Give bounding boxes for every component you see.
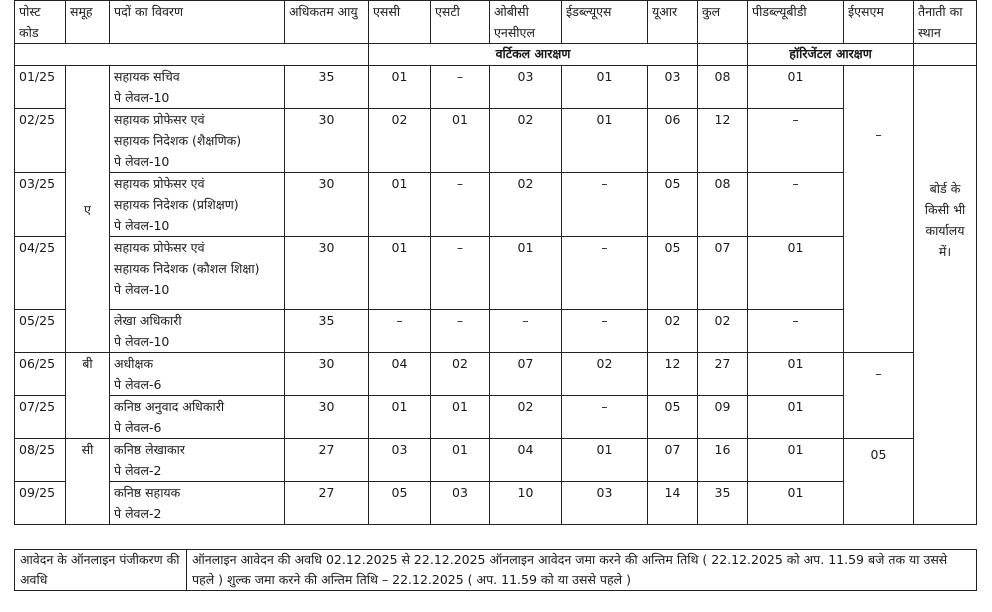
ews-cell: – xyxy=(562,310,648,353)
header-ews: ईडब्ल्यूएस xyxy=(562,1,648,44)
header-post-desc: पदों का विवरण xyxy=(110,1,285,44)
table-row xyxy=(15,439,977,482)
post-desc-cell xyxy=(110,109,285,173)
sc-cell: 03 xyxy=(369,439,431,482)
post-desc-line: कनिष्ठ अनुवाद अधिकारी xyxy=(114,399,225,414)
post-desc-line: सहायक निदेशक (शैक्षणिक) xyxy=(114,133,242,148)
ur-cell: 02 xyxy=(648,310,698,353)
st-cell: 02 xyxy=(431,353,490,396)
post-desc-line: पे लेवल-10 xyxy=(114,154,170,169)
ur-cell: 05 xyxy=(648,173,698,237)
obc-cell: 07 xyxy=(490,353,562,396)
post-desc-line: सहायक प्रोफेसर एवं xyxy=(114,176,205,191)
age-cell: 27 xyxy=(285,439,369,482)
header-esm: ईएसएम xyxy=(844,1,914,44)
table-row xyxy=(15,237,977,310)
esm-cell: – xyxy=(844,353,914,439)
group-cell: बी xyxy=(66,353,110,439)
age-cell: 35 xyxy=(285,66,369,109)
post-desc-line: सहायक निदेशक (प्रशिक्षण) xyxy=(114,197,239,212)
header-total: कुल xyxy=(698,1,748,44)
age-cell: 30 xyxy=(285,237,369,310)
age-cell: 30 xyxy=(285,109,369,173)
pwbd-cell: 01 xyxy=(748,237,844,310)
post-desc-cell xyxy=(110,439,285,482)
post-desc-cell xyxy=(110,482,285,525)
header-st: एसटी xyxy=(431,1,490,44)
age-cell: 35 xyxy=(285,310,369,353)
posting-place-cell: बोर्ड के किसी भी कार्यालय में। xyxy=(914,66,977,525)
header-sc: एससी xyxy=(369,1,431,44)
post-desc-line: पे लेवल-10 xyxy=(114,218,170,233)
post-desc-line: सहायक सचिव xyxy=(114,69,180,84)
footer-table xyxy=(14,549,977,591)
post-desc-cell xyxy=(110,237,285,310)
age-cell: 27 xyxy=(285,482,369,525)
ews-cell: – xyxy=(562,173,648,237)
vacancy-rows xyxy=(15,66,977,525)
table-row xyxy=(15,396,977,439)
ews-cell: 01 xyxy=(562,439,648,482)
ur-cell: 06 xyxy=(648,109,698,173)
pwbd-cell: – xyxy=(748,109,844,173)
vertical-reservation-label: वर्टिकल आरक्षण xyxy=(369,44,698,66)
total-cell: 12 xyxy=(698,109,748,173)
post-desc-line: सहायक निदेशक (कौशल शिक्षा) xyxy=(114,261,260,276)
group-cell: सी xyxy=(66,439,110,525)
vacancy-table-container xyxy=(14,0,976,525)
post-desc-line: पे लेवल-10 xyxy=(114,282,170,297)
ews-cell: – xyxy=(562,237,648,310)
obc-cell: – xyxy=(490,310,562,353)
ews-cell: – xyxy=(562,396,648,439)
obc-cell: 03 xyxy=(490,66,562,109)
post-desc-line: पे लेवल-2 xyxy=(114,463,162,478)
post-desc-line: पे लेवल-6 xyxy=(114,420,162,435)
total-cell: 07 xyxy=(698,237,748,310)
total-cell: 09 xyxy=(698,396,748,439)
sc-cell: 01 xyxy=(369,237,431,310)
header-group: समूह xyxy=(66,1,110,44)
post-desc-line: पे लेवल-2 xyxy=(114,506,162,521)
ur-cell: 05 xyxy=(648,396,698,439)
post-code-cell: 05/25 xyxy=(15,310,66,353)
horizontal-reservation-label: हॉरिजेंटल आरक्षण xyxy=(748,44,914,66)
ur-cell: 12 xyxy=(648,353,698,396)
st-cell: 01 xyxy=(431,439,490,482)
age-cell: 30 xyxy=(285,173,369,237)
obc-cell: 04 xyxy=(490,439,562,482)
post-desc-line: पे लेवल-6 xyxy=(114,377,162,392)
ur-cell: 05 xyxy=(648,237,698,310)
total-cell: 08 xyxy=(698,66,748,109)
pwbd-cell: 01 xyxy=(748,482,844,525)
sc-cell: – xyxy=(369,310,431,353)
ews-cell: 01 xyxy=(562,109,648,173)
obc-cell: 10 xyxy=(490,482,562,525)
pwbd-cell: – xyxy=(748,173,844,237)
table-row xyxy=(15,353,977,396)
post-code-cell: 06/25 xyxy=(15,353,66,396)
header-row xyxy=(15,1,977,44)
footer-label: आवेदन के ऑनलाइन पंजीकरण की अवधि xyxy=(15,550,187,591)
post-desc-cell xyxy=(110,310,285,353)
post-desc-line: अधीक्षक xyxy=(114,356,154,371)
post-code-cell: 02/25 xyxy=(15,109,66,173)
sc-cell: 04 xyxy=(369,353,431,396)
pwbd-cell: – xyxy=(748,310,844,353)
group-cell: ए xyxy=(66,66,110,353)
total-cell: 27 xyxy=(698,353,748,396)
post-desc-cell xyxy=(110,173,285,237)
pwbd-cell: 01 xyxy=(748,66,844,109)
post-code-cell: 01/25 xyxy=(15,66,66,109)
post-desc-cell xyxy=(110,66,285,109)
obc-cell: 02 xyxy=(490,396,562,439)
st-cell: – xyxy=(431,310,490,353)
sc-cell: 05 xyxy=(369,482,431,525)
st-cell: – xyxy=(431,173,490,237)
post-code-cell: 08/25 xyxy=(15,439,66,482)
ews-cell: 02 xyxy=(562,353,648,396)
table-row xyxy=(15,109,977,173)
header-pwbd: पीडब्ल्यूबीडी xyxy=(748,1,844,44)
post-code-cell: 04/25 xyxy=(15,237,66,310)
ews-cell: 01 xyxy=(562,66,648,109)
ur-cell: 07 xyxy=(648,439,698,482)
reservation-row xyxy=(15,44,977,66)
post-code-cell: 09/25 xyxy=(15,482,66,525)
obc-cell: 02 xyxy=(490,109,562,173)
table-row xyxy=(15,310,977,353)
sc-cell: 01 xyxy=(369,396,431,439)
footer-text: ऑनलाइन आवेदन की अवधि 02.12.2025 से 22.12.2025 ऑनलाइन आवेदन जमा करने की अन्तिम तिथि ( 22.12.2025 को अप. 11.59 बजे तक या उससे पहले ) शुल्क जमा करने की अन्तिम तिथि – 22.12.2025 ( अप. 11.59 को या उससे पहले ) xyxy=(187,550,977,591)
ur-cell: 14 xyxy=(648,482,698,525)
total-cell: 08 xyxy=(698,173,748,237)
esm-cell: – xyxy=(844,66,914,353)
header-obc: ओबीसी एनसीएल xyxy=(490,1,562,44)
post-desc-line: कनिष्ठ सहायक xyxy=(114,485,181,500)
header-posting: तैनाती का स्थान xyxy=(914,1,977,44)
st-cell: – xyxy=(431,66,490,109)
st-cell: – xyxy=(431,237,490,310)
post-desc-line: लेखा अधिकारी xyxy=(114,313,182,328)
ur-cell: 03 xyxy=(648,66,698,109)
sc-cell: 02 xyxy=(369,109,431,173)
pwbd-cell: 01 xyxy=(748,439,844,482)
obc-cell: 01 xyxy=(490,237,562,310)
post-desc-line: सहायक प्रोफेसर एवं xyxy=(114,240,205,255)
age-cell: 30 xyxy=(285,396,369,439)
pwbd-cell: 01 xyxy=(748,396,844,439)
table-row xyxy=(15,482,977,525)
table-row xyxy=(15,173,977,237)
sc-cell: 01 xyxy=(369,66,431,109)
post-desc-line: कनिष्ठ लेखाकार xyxy=(114,442,185,457)
total-cell: 16 xyxy=(698,439,748,482)
total-cell: 35 xyxy=(698,482,748,525)
header-max-age: अधिकतम आयु xyxy=(285,1,369,44)
obc-cell: 02 xyxy=(490,173,562,237)
total-cell: 02 xyxy=(698,310,748,353)
post-code-cell: 03/25 xyxy=(15,173,66,237)
vacancy-table xyxy=(14,0,977,525)
post-desc-line: पे लेवल-10 xyxy=(114,90,170,105)
esm-cell: 05 xyxy=(844,439,914,525)
post-code-cell: 07/25 xyxy=(15,396,66,439)
st-cell: 01 xyxy=(431,109,490,173)
st-cell: 03 xyxy=(431,482,490,525)
post-desc-line: सहायक प्रोफेसर एवं xyxy=(114,112,205,127)
pwbd-cell: 01 xyxy=(748,353,844,396)
ews-cell: 03 xyxy=(562,482,648,525)
header-post-code: पोस्ट कोड xyxy=(15,1,66,44)
st-cell: 01 xyxy=(431,396,490,439)
post-desc-cell xyxy=(110,396,285,439)
table-row xyxy=(15,66,977,109)
age-cell: 30 xyxy=(285,353,369,396)
sc-cell: 01 xyxy=(369,173,431,237)
post-desc-cell xyxy=(110,353,285,396)
header-ur: यूआर xyxy=(648,1,698,44)
post-desc-line: पे लेवल-10 xyxy=(114,334,170,349)
